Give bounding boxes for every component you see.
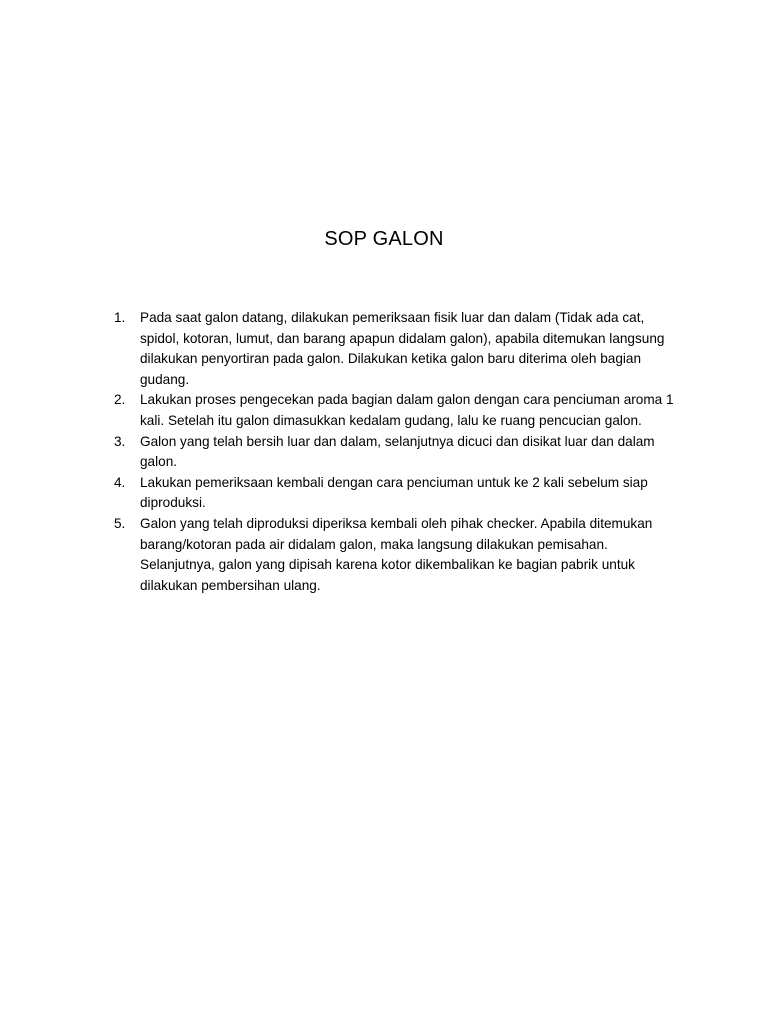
list-item-text: Galon yang telah bersih luar dan dalam, selanjutnya dicuci dan disikat luar dan dalam galon. [140,433,655,470]
list-item-text: Lakukan pemeriksaan kembali dengan cara penciuman untuk ke 2 kali sebelum siap diproduksi. [140,474,648,511]
list-item [112,514,680,596]
list-item-number: 1. [114,310,126,325]
document-title: SOP GALON [324,228,444,250]
list-item [112,432,680,473]
list-item-number: 3. [114,433,126,449]
list-item-number: 4. [114,474,126,490]
list-item-text: Galon yang telah diproduksi diperiksa kembali oleh pihak checker. Apabila ditemukan barang/kotoran pada air didalam galon, maka langsung dilakukan pemisahan. Selanjutnya, galon yang dipisah karena kotor dikembalikan ke bagian pabrik untuk dilakukan pembersihan ulang. [140,515,653,593]
list-item [112,308,680,390]
sop-list [112,308,680,596]
list-item [112,473,680,514]
list-item-number: 5. [114,515,126,531]
list-item-number: 2. [114,392,126,408]
list-item-text: Lakukan proses pengecekan pada bagian dalam galon dengan cara penciuman aroma 1 kali. Setelah itu galon dimasukkan kedalam gudang, lalu ke ruang pencucian galon. [140,392,674,428]
list-item-text: Pada saat galon datang, dilakukan pemeriksaan fisik luar dan dalam (Tidak ada cat, spidol, kotoran, lumut, dan barang apapun didalam galon), apabila ditemukan langsung dilakukan penyortiran pada galon. Dilakukan ketika galon baru diterima oleh bagian gudang. [140,310,665,387]
list-item [112,390,680,431]
